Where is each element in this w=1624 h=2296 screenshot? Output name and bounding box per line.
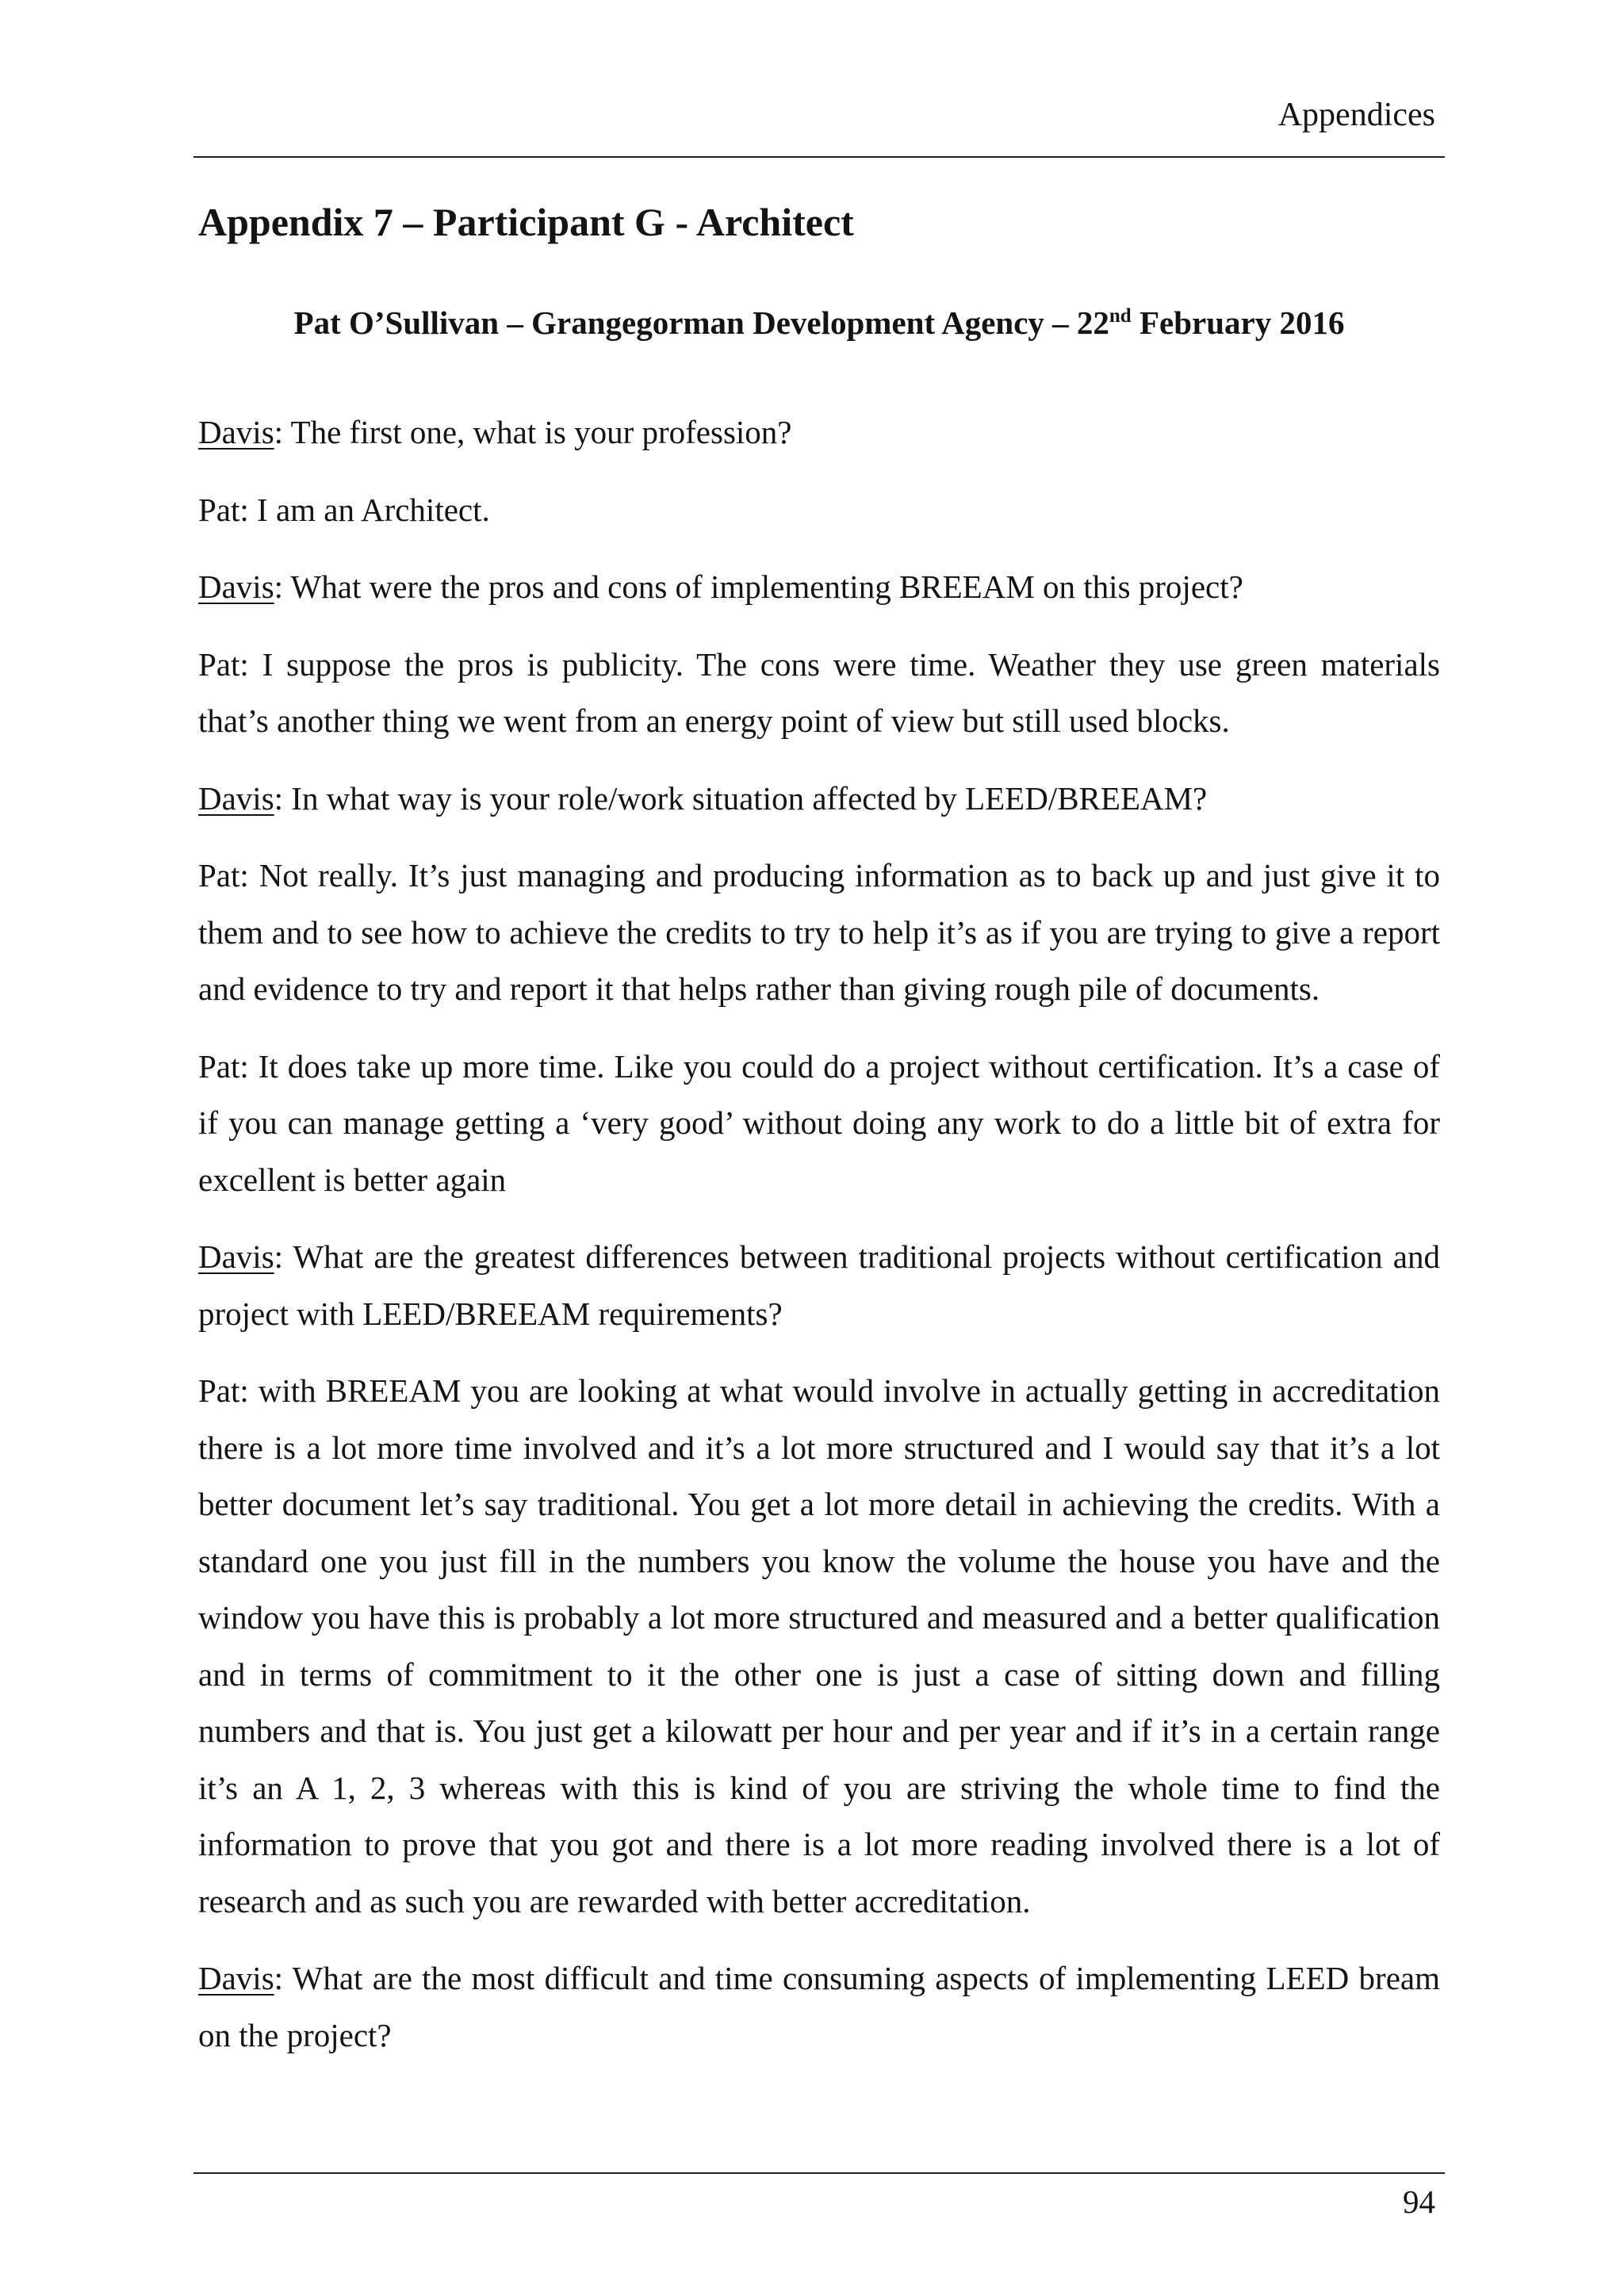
speaker-name: Pat: [198, 857, 240, 894]
transcript-paragraph: [198, 1229, 1440, 1342]
interview-subtitle: [193, 298, 1445, 347]
footer-rule: [193, 2172, 1445, 2174]
speaker-name: Davis: [198, 1238, 274, 1275]
speaker-name: Davis: [198, 779, 274, 817]
header-rule: [193, 156, 1445, 158]
speaker-name: Davis: [198, 568, 274, 605]
subtitle-main: Pat O’Sullivan – Grangegorman Development Agency – 22: [293, 304, 1109, 341]
page-number: 94: [1403, 2183, 1435, 2220]
paragraph-text: : I am an Architect.: [239, 491, 490, 528]
transcript-body: [198, 404, 1440, 2084]
appendix-title: Appendix 7 – Participant G - Architect: [198, 200, 854, 244]
transcript-paragraph: [198, 559, 1440, 616]
paragraph-text: : It does take up more time. Like you could do a project without certification. It’s a case of if you can manage getting a ‘very good’ without doing any work to do a little bit of extra for excellent is better again: [198, 1047, 1440, 1198]
paragraph-text: : In what way is your role/work situation affected by LEED/BREEAM?: [274, 779, 1208, 817]
paragraph-text: : Not really. It’s just managing and producing information as to back up and just give it to them and to see how to achieve the credits to try to help it’s as if you are trying to give a report and evidence to try and report it that helps rather than giving rough pile of documents.: [198, 857, 1440, 1007]
speaker-name: Davis: [198, 1960, 274, 1996]
transcript-paragraph: [198, 848, 1440, 1018]
speaker-name: Pat: [198, 645, 240, 683]
transcript-paragraph: [198, 1363, 1440, 1930]
paragraph-text: : The first one, what is your profession?: [274, 414, 792, 450]
speaker-name: Pat: [198, 1047, 240, 1085]
paragraph-text: : What were the pros and cons of implementing BREEAM on this project?: [274, 568, 1243, 605]
speaker-name: Davis: [198, 414, 274, 450]
running-header: Appendices: [1277, 97, 1435, 133]
transcript-paragraph: [198, 1950, 1440, 2064]
paragraph-text: : What are the greatest differences between traditional projects without certification and project with LEED/BREEAM requirements?: [198, 1238, 1440, 1332]
paragraph-text: : What are the most difficult and time consuming aspects of implementing LEED bream on the project?: [198, 1960, 1440, 2053]
transcript-paragraph: [198, 1039, 1440, 1209]
transcript-paragraph: [198, 404, 1440, 461]
subtitle-ordinal-suffix: nd: [1109, 305, 1132, 327]
transcript-paragraph: [198, 637, 1440, 750]
transcript-paragraph: [198, 771, 1440, 828]
speaker-name: Pat: [198, 491, 240, 528]
paragraph-text: : with BREEAM you are looking at what would involve in actually getting in accreditation there is a lot more time involved and it’s a lot more structured and I would say that it’s a lot better document let’s say traditional. You get a lot more detail in achieving the credits. With a standard one you just fill in the numbers you know the volume the house you have and the window you have this is probably a lot more structured and measured and a better qualification and in terms of commitment to it the other one is just a case of sitting down and filling numbers and that is. You just get a kilowatt per hour and per year and if it’s in a certain range it’s an A 1, 2, 3 whereas with this is kind of you are striving the whole time to find the information to prove that you got and there is a lot more reading involved there is a lot of research and as such you are rewarded with better accreditation.: [198, 1372, 1440, 1919]
paragraph-text: : I suppose the pros is publicity. The cons were time. Weather they use green materials that’s another thing we went from an energy point of view but still used blocks.: [198, 645, 1440, 739]
speaker-name: Pat: [198, 1372, 240, 1409]
subtitle-tail: February 2016: [1131, 304, 1345, 341]
transcript-paragraph: [198, 482, 1440, 539]
